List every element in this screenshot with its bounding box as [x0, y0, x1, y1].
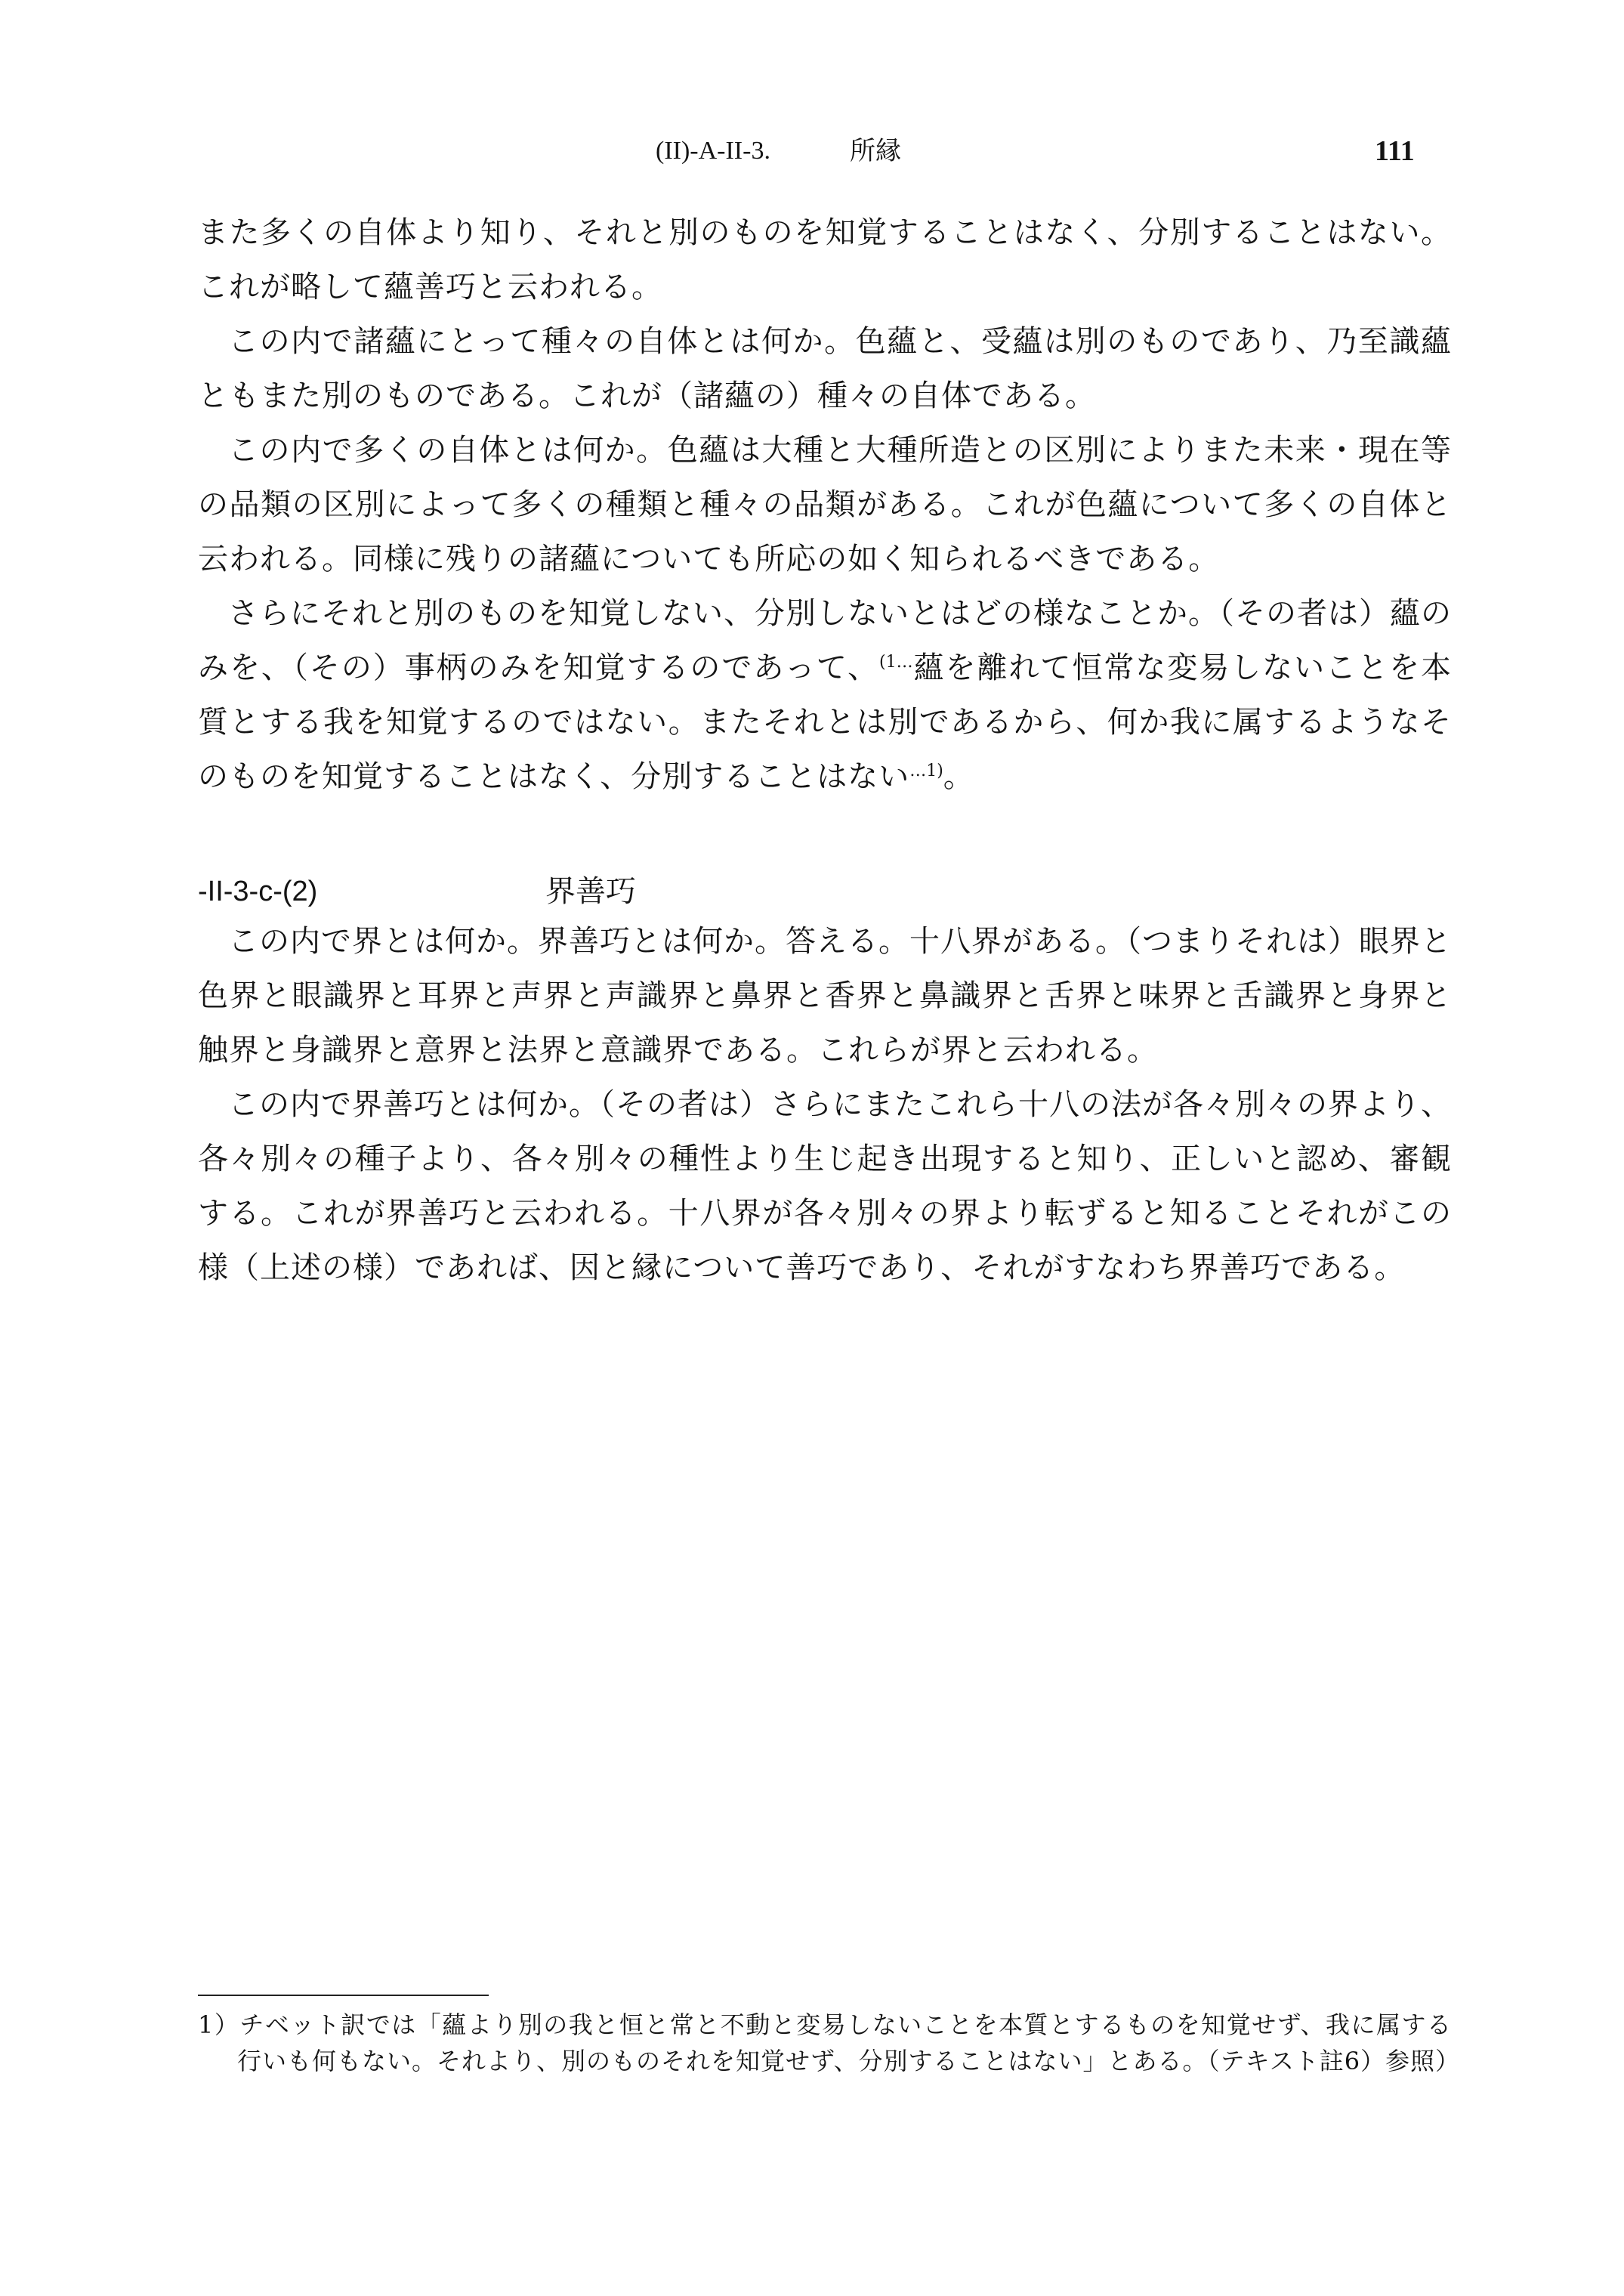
- body-text-upper: [198, 205, 1452, 804]
- paragraph-with-note: [198, 586, 1452, 804]
- header-section-title: 所縁: [850, 136, 901, 166]
- body-text-lower: [198, 914, 1452, 1295]
- paragraph-text: さらにそれと別のものを知覚しない、分別しないとはどの様なことか。（その者は）蘊のみを、（その）事柄のみを知覚するのであって、: [198, 596, 1452, 685]
- section-number: -II-3-c-(2): [198, 876, 318, 907]
- footnote-divider: [198, 1995, 489, 1996]
- paragraph: この内で諸蘊にとって種々の自体とは何か。色蘊と、受蘊は別のものであり、乃至識蘊ともまた別のものである。これが（諸蘊の）種々の自体である。: [198, 324, 1452, 413]
- footnote: 1）チベット訳では「蘊より別の我と恒と常と不動と変易しないことを本質とするものを知覚せず、我に属する行いも何もない。それより、別のものそれを知覚せず、分別することはない」とある。（テキスト註6）参照）: [198, 2010, 1461, 2075]
- footnote-close-marker: …1): [909, 762, 943, 780]
- footnote-open-marker: (1…: [879, 653, 913, 672]
- page-number: 111: [1375, 135, 1415, 167]
- footnotes: [198, 2007, 1461, 2079]
- paragraph: この内で多くの自体とは何か。色蘊は大種と大種所造との区別によりまた未来・現在等の品類の区別によって多くの種類と種々の品類がある。これが色蘊について多くの自体と云われる。同様に残りの諸蘊についても所応の如く知られるべきである。: [198, 433, 1452, 576]
- section-heading: [198, 869, 1452, 914]
- paragraph: また多くの自体より知り、それと別のものを知覚することはなく、分別することはない。これが略して蘊善巧と云われる。: [198, 215, 1452, 304]
- running-header: [0, 134, 1624, 180]
- header-section-number: (II)-A-II-3.: [656, 137, 770, 165]
- section-title: 界善巧: [545, 874, 636, 909]
- paragraph-text: 。: [943, 759, 974, 794]
- paragraph-text: 蘊を離れて恒常な変易しないことを本質とする我を知覚するのではない。またそれとは別であるから、何か我に属するようなそのものを知覚することはなく、分別することはない: [198, 650, 1452, 794]
- paragraph: この内で界善巧とは何か。（その者は）さらにまたこれら十八の法が各々別々の界より、各々別々の種子より、各々別々の種性より生じ起き出現すると知り、正しいと認め、審観する。これが界善巧と云われる。十八界が各々別々の界より転ずると知ることそれがこの様（上述の様）であれば、因と縁について善巧であり、それがすなわち界善巧である。: [198, 1087, 1452, 1285]
- paragraph: この内で界とは何か。界善巧とは何か。答える。十八界がある。（つまりそれは）眼界と色界と眼識界と耳界と声界と声識界と鼻界と香界と鼻識界と舌界と味界と舌識界と身界と触界と身識界と意界と法界と意識界である。これらが界と云われる。: [198, 924, 1452, 1068]
